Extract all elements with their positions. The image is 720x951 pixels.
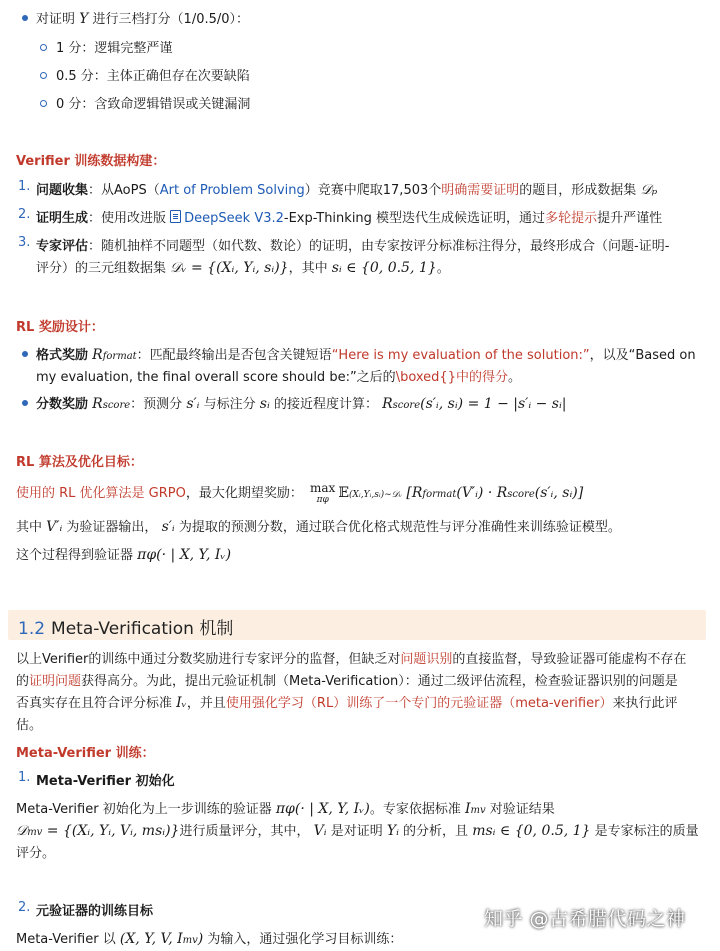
- item-number: 1.: [18, 770, 31, 785]
- zhihu-watermark: 知乎 @古希腊代码之神: [484, 908, 686, 930]
- format-reward-cont: my evaluation, the final overall score should be:”之后的\boxed{}中的得分。: [36, 370, 521, 385]
- item-expert-evaluation: 专家评估：随机抽样不同题型（如代数、数论）的证明，由专家按评分标准标注得分，最终形成合（问题-证明-: [36, 239, 670, 254]
- sub-bullet: [40, 100, 47, 107]
- item-number: 2.: [18, 207, 31, 222]
- sub-bullet: [40, 44, 47, 51]
- meta-init-p3: 评分。: [16, 846, 56, 861]
- meta-objective-p: Meta-Verifier 以 (X, Y, V, Imv) 为输入，通过强化学习目标训练：: [16, 931, 403, 947]
- deepseek-link[interactable]: DeepSeek V3.2: [170, 211, 284, 226]
- meta-train-heading: Meta-Verifier 训练：: [16, 746, 155, 761]
- verifier-data-heading: Verifier 训练数据构建：: [16, 154, 166, 169]
- score-reward: 分数奖励 Rscore：预测分 s′ᵢ 与标注分 sᵢ 的接近程度计算： Rscore(s′ᵢ, sᵢ) = 1 − |s′ᵢ − sᵢ|: [36, 396, 567, 412]
- document-icon: [170, 210, 181, 223]
- meta-intro-line-4: 估。: [16, 718, 43, 733]
- grading-intro: 对证明 Y 进行三档打分（1/0.5/0）：: [36, 11, 250, 27]
- format-reward: 格式奖励 Rformat：匹配最终输出是否包含关键短语“Here is my evaluation of the solution:”，以及“Based on: [36, 347, 696, 363]
- meta-init-title: Meta-Verifier 初始化: [36, 774, 175, 789]
- sub-bullet: [40, 72, 47, 79]
- bullet-dot: [22, 351, 28, 357]
- grading-level-3: 0 分：含致命逻辑错误或关键漏洞: [56, 97, 251, 112]
- item-number: 3.: [18, 235, 31, 250]
- rl-algo-result: 这个过程得到验证器 πφ(· | X, Y, Iᵥ): [16, 547, 232, 563]
- item-problem-collection: 问题收集：从AoPS（Art of Problem Solving）竞赛中爬取17,503个明确需要证明的题目，形成数据集 𝒟ₚ: [36, 182, 658, 198]
- bullet-dot: [22, 15, 28, 21]
- rl-algo-objective: 使用的 RL 优化算法是 GRPO，最大化期望奖励： max πφ 𝔼(Xᵢ,Yᵢ,sᵢ)∼𝒟ᵥ [Rformat(V′ᵢ) · Rscore(s′ᵢ, sᵢ)]: [16, 481, 584, 505]
- meta-intro-line-2: 的证明问题获得高分。为此，提出元验证机制（Meta-Verification）：通过二级评估流程，检查验证器识别的问题是: [16, 674, 678, 689]
- item-proof-generation: 证明生成：使用改进版 DeepSeek V3.2-Exp-Thinking 模型迭代生成候选证明，通过多轮提示提升严谨性: [36, 211, 663, 226]
- item-number: 1.: [18, 179, 31, 194]
- meta-objective-title: 元验证器的训练目标: [36, 904, 154, 919]
- meta-init-p1: Meta-Verifier 初始化为上一步训练的验证器 πφ(· | X, Y, Iᵥ)。专家依据标准 Imv 对验证结果: [16, 801, 555, 817]
- aops-link[interactable]: Art of Problem Solving: [159, 183, 305, 198]
- item-expert-evaluation-cont: 评分）的三元组数据集 𝒟ᵥ = {(Xᵢ, Yᵢ, sᵢ)}，其中 sᵢ ∈ {0, 0.5, 1}。: [36, 260, 450, 276]
- bullet-dot: [22, 400, 28, 406]
- meta-init-p2: 𝒟mv = {(Xᵢ, Yᵢ, Vᵢ, msᵢ)}进行质量评分，其中， Vᵢ 是对证明 Yᵢ 的分析，且 msᵢ ∈ {0, 0.5, 1} 是专家标注的质量: [16, 823, 699, 839]
- grading-level-1: 1 分：逻辑完整严谨: [56, 41, 173, 56]
- rl-reward-heading: RL 奖励设计：: [16, 320, 104, 335]
- meta-intro-line-1: 以上Verifier的训练中通过分数奖励进行专家评分的监督，但缺乏对问题识别的直接监督，导致验证器可能虚构不存在: [16, 652, 687, 667]
- background-watermark: [0, 57, 27, 94]
- section-title: 1.2 Meta-Verification 机制: [18, 619, 234, 639]
- rl-algo-heading: RL 算法及优化目标：: [16, 455, 143, 470]
- grading-level-2: 0.5 分：主体正确但存在次要缺陷: [56, 69, 250, 84]
- meta-intro-line-3: 否真实存在且符合评分标准 Iᵥ，并且使用强化学习（RL）训练了一个专门的元验证器（meta-verifier）来执行此评: [16, 695, 678, 711]
- rl-algo-explanation: 其中 V′ᵢ 为验证器输出， s′ᵢ 为提取的预测分数，通过联合优化格式规范性与评分准确性来训练验证模型。: [16, 519, 621, 535]
- item-number: 2.: [18, 900, 31, 915]
